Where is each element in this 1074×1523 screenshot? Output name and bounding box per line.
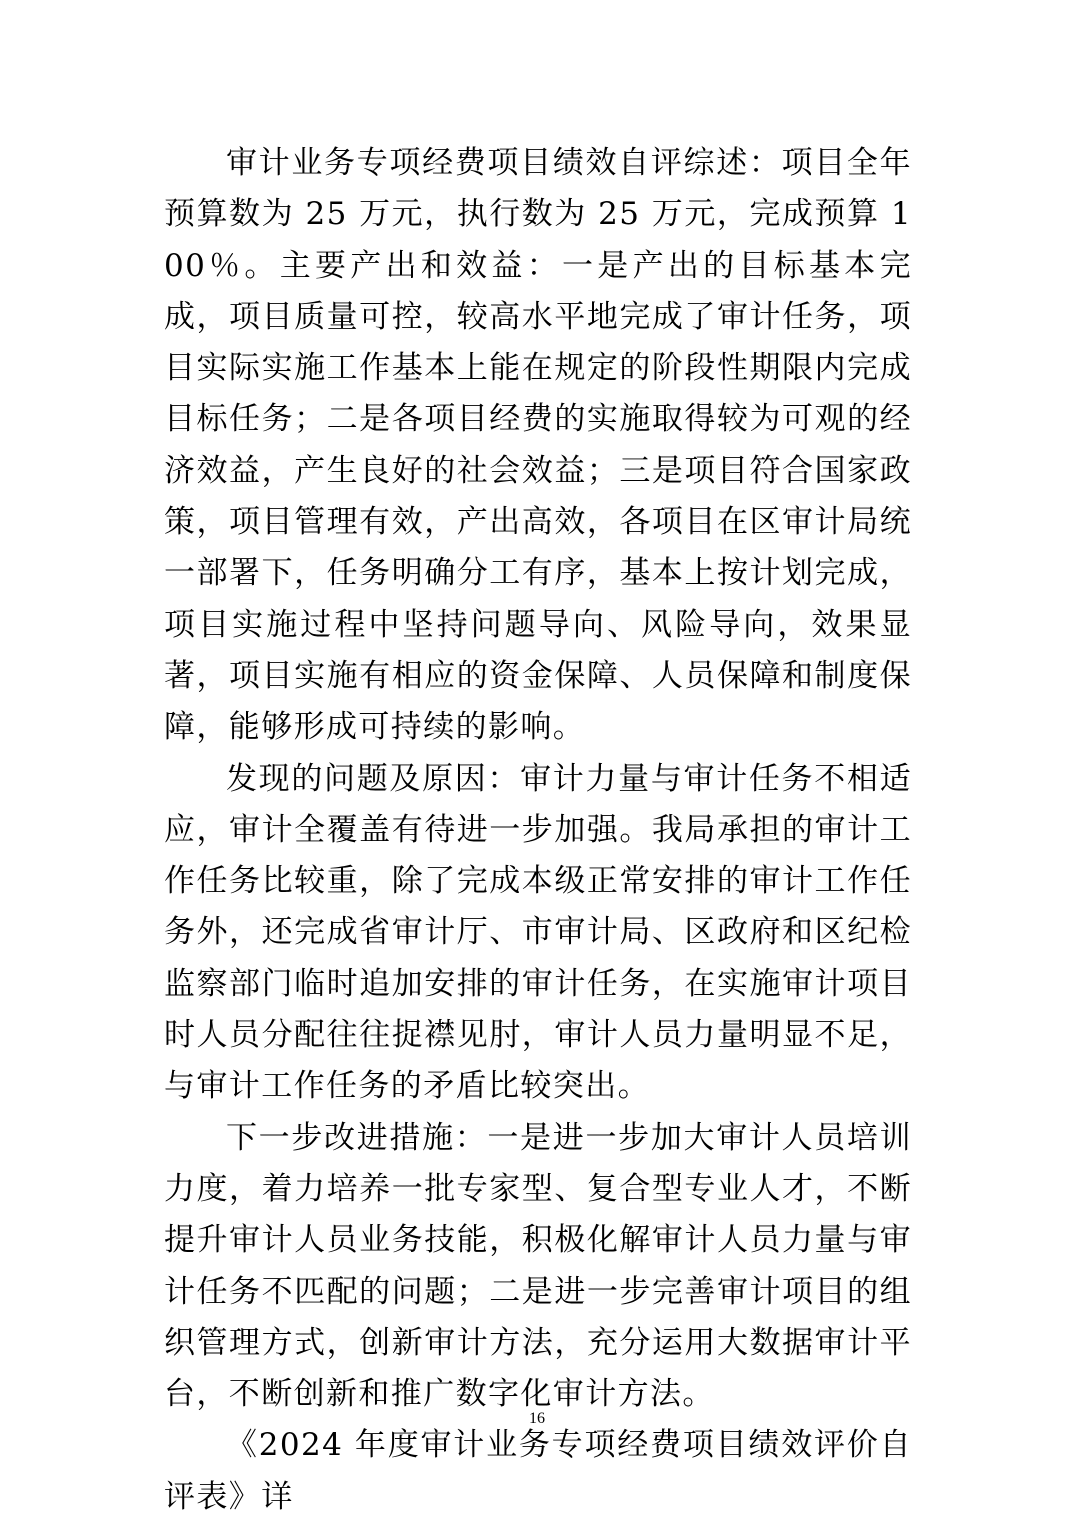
paragraph-problems-and-causes: 发现的问题及原因：审计力量与审计任务不相适应，审计全覆盖有待进一步加强。我局承担的审计工作任务比较重，除了完成本级正常安排的审计工作任务外，还完成省审计厅、市审计局、区政府和区纪检监察部门临时追加安排的审计任务，在实施审计项目时人员分配往往捉襟见肘，审计人员力量明显不足，与审计工作任务的矛盾比较突出。 (164, 760, 912, 1105)
paragraph-evaluation-table-reference: 《2024 年度审计业务专项经费项目绩效评价自评表》详 (164, 1427, 912, 1515)
document-body (164, 138, 912, 1523)
paragraph-performance-summary: 审计业务专项经费项目绩效自评综述：项目全年预算数为 25 万元，执行数为 25 万元，完成预算 100％。主要产出和效益：一是产出的目标基本完成，项目质量可控，较高水平地完成了审计任务，项目实际实施工作基本上能在规定的阶段性期限内完成目标任务；二是各项目经费的实施取得较为可观的经济效益，产生良好的社会效益；三是项目符合国家政策，项目管理有效，产出高效，各项目在区审计局统一部署下，任务明确分工有序，基本上按计划完成，项目实施过程中坚持问题导向、风险导向，效果显著，项目实施有相应的资金保障、人员保障和制度保障，能够形成可持续的影响。 (164, 145, 912, 746)
paragraph-improvement-measures: 下一步改进措施：一是进一步加大审计人员培训力度，着力培养一批专家型、复合型专业人才，不断提升审计人员业务技能，积极化解审计人员力量与审计任务不匹配的问题；二是进一步完善审计项目的组织管理方式，创新审计方法，充分运用大数据审计平台，不断创新和推广数字化审计方法。 (164, 1119, 912, 1413)
page-number: 16 (529, 1410, 545, 1427)
